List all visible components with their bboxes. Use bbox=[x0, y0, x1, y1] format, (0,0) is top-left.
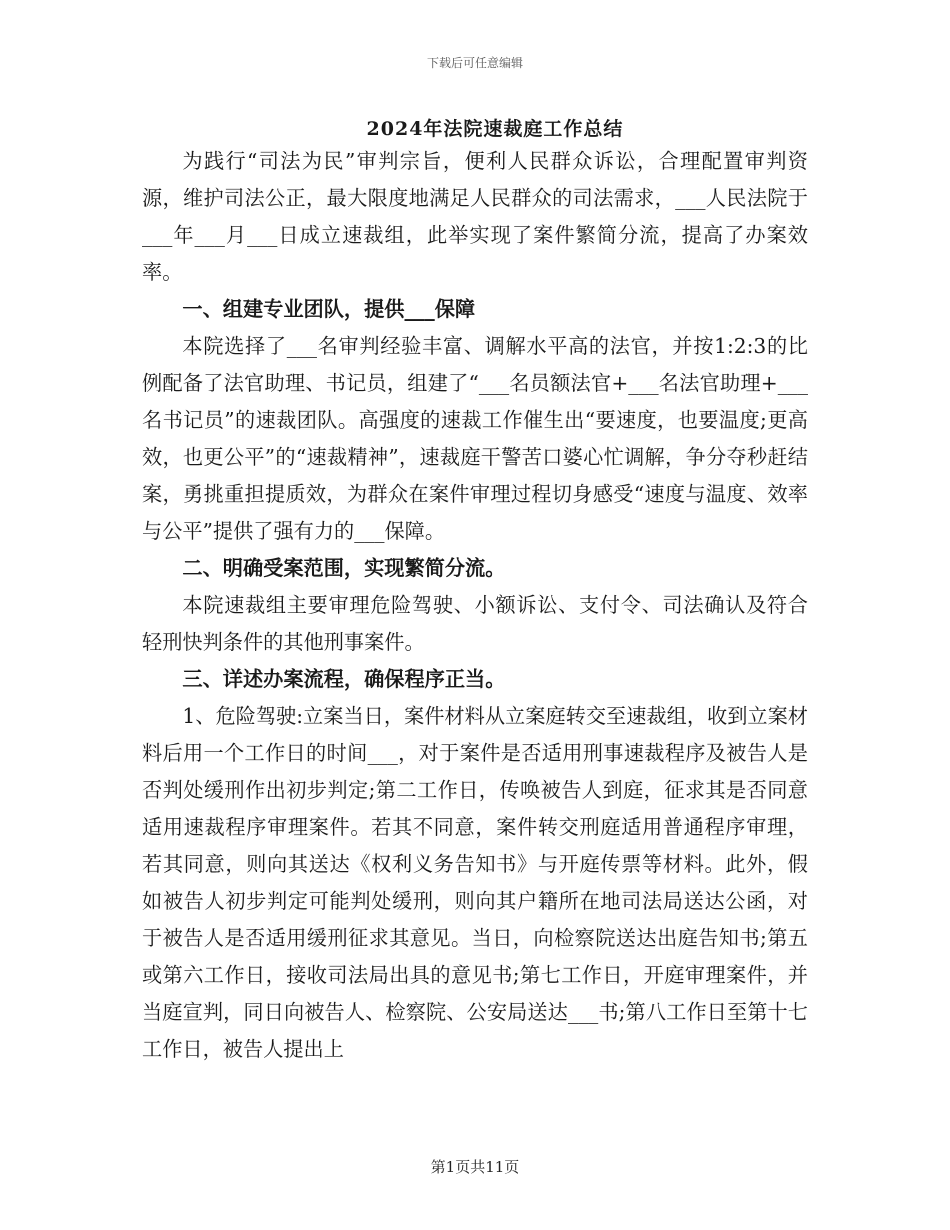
section-3-paragraph: 1、危险驾驶:立案当日，案件材料从立案庭转交至速裁组，收到立案材料后用一个工作日的时间___，对于案件是否适用刑事速裁程序及被告人是否判处缓刑作出初步判定;第二工作日，传唤被告人到庭，征求其是否同意适用速裁程序审理案件。若其不同意，案件转交刑庭适用普通程序审理，若其同意，则向其送达《权利义务告知书》与开庭传票等材料。此外，假如被告人初步判定可能判处缓刑，则向其户籍所在地司法局送达公函，对于被告人是否适用缓刑征求其意见。当日，向检察院送达出庭告知书;第五或第六工作日，接收司法局出具的意见书;第七工作日，开庭审理案件，并当庭宣判，同日向被告人、检察院、公安局送达___书;第八工作日至第十七工作日，被告人提出上 bbox=[142, 704, 808, 1061]
section-heading-1: 一、组建专业团队，提供___保障 bbox=[182, 297, 476, 321]
document-title: 2024年法院速裁庭工作总结 bbox=[366, 118, 624, 140]
header-note: 下载后可任意编辑 bbox=[426, 56, 523, 70]
section-2-paragraph: 本院速裁组主要审理危险驾驶、小额诉讼、支付令、司法确认及符合轻刑快判条件的其他刑事案件。 bbox=[142, 593, 808, 654]
section-1-paragraph: 本院选择了___名审判经验丰富、调解水平高的法官，并按1:2:3的比例配备了法官助理、书记员，组建了“___名员额法官+___名法官助理+___名书记员”的速裁团队。高强度的速裁工作催生出“要速度，也要温度;更高效，也更公平”的“速裁精神”，速裁庭干警苦口婆心忙调解，争分夺秒赶结案，勇挑重担提质效，为群众在案件审理过程切身感受“速度与温度、效率与公平”提供了强有力的___保障。 bbox=[142, 334, 808, 543]
intro-paragraph: 为践行“司法为民”审判宗旨，便利人民群众诉讼，合理配置审判资源，维护司法公正，最大限度地满足人民群众的司法需求，___人民法院于___年___月___日成立速裁组，此举实现了案件繁简分流，提高了办案效率。 bbox=[142, 149, 808, 284]
document-body bbox=[142, 143, 808, 1068]
page-footer: 第1页共11页 bbox=[430, 1158, 520, 1176]
section-heading-3: 三、详述办案流程，确保程序正当。 bbox=[182, 667, 506, 691]
section-heading-2: 二、明确受案范围，实现繁简分流。 bbox=[182, 556, 506, 580]
